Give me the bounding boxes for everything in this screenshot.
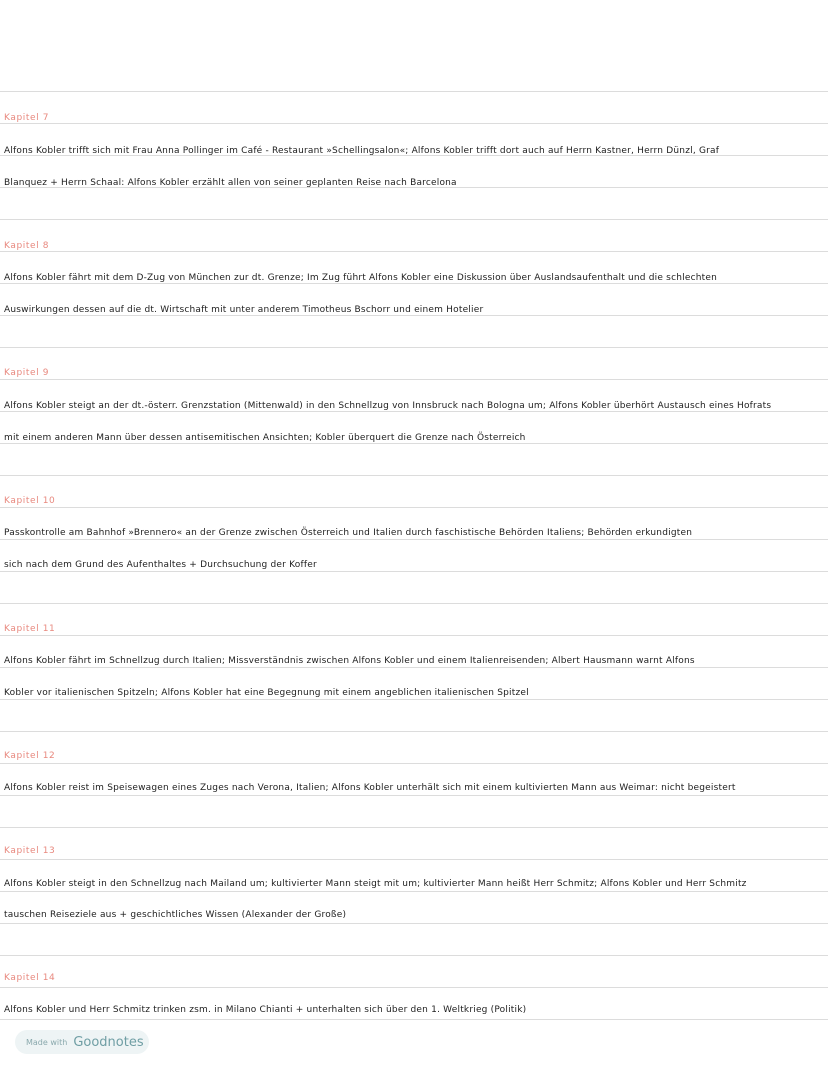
ruled-line (0, 315, 828, 316)
chapter-heading-9: Kapitel 9 (4, 368, 50, 378)
ruled-line (0, 731, 828, 732)
ruled-line (0, 987, 828, 988)
ruled-line (0, 955, 828, 956)
ruled-line (0, 635, 828, 636)
chapter-11-line-2: Kobler vor italienischen Spitzeln; Alfons Kobler hat eine Begegnung mit einem angeblichen italienischen Spitzel (4, 688, 529, 698)
ruled-line (0, 1019, 828, 1020)
chapter-8-line-1: Alfons Kobler fährt mit dem D-Zug von München zur dt. Grenze; Im Zug führt Alfons Kobler eine Diskussion über Auslandsaufenthalt und die schlechten (4, 273, 717, 283)
watermark-made-with: Made with (26, 1037, 68, 1047)
ruled-line (0, 539, 828, 540)
chapter-11-line-1: Alfons Kobler fährt im Schnellzug durch Italien; Missverständnis zwischen Alfons Kobler und einem Italienreisenden; Albert Hausmann warnt Alfons (4, 656, 695, 666)
chapter-8-line-2: Auswirkungen dessen auf die dt. Wirtschaft mit unter anderem Timotheus Bschorr und einem Hotelier (4, 305, 484, 315)
chapter-9-line-1: Alfons Kobler steigt an der dt.-österr. Grenzstation (Mittenwald) in den Schnellzug von Innsbruck nach Bologna um; Alfons Kobler überhört Austausch eines Hofrats (4, 401, 772, 411)
chapter-13-line-1: Alfons Kobler steigt in den Schnellzug nach Mailand um; kultivierter Mann steigt mit um; kultivierter Mann heißt Herr Schmitz; Alfons Kobler und Herr Schmitz (4, 879, 747, 889)
ruled-line (0, 91, 828, 92)
chapter-7-line-2: Blanquez + Herrn Schaal: Alfons Kobler erzählt allen von seiner geplanten Reise nach Barcelona (4, 178, 457, 188)
chapter-heading-12: Kapitel 12 (4, 751, 56, 761)
ruled-line (0, 379, 828, 380)
ruled-line (0, 763, 828, 764)
chapter-heading-7: Kapitel 7 (4, 113, 50, 123)
ruled-line (0, 603, 828, 604)
ruled-line (0, 795, 828, 796)
chapter-7-line-1: Alfons Kobler trifft sich mit Frau Anna Pollinger im Café - Restaurant »Schellingsalon«; Alfons Kobler trifft dort auch auf Herrn Kastner, Herrn Dünzl, Graf (4, 146, 720, 156)
ruled-line (0, 667, 828, 668)
watermark-brand: Goodnotes (73, 1034, 144, 1050)
ruled-line (0, 411, 828, 412)
chapter-heading-8: Kapitel 8 (4, 241, 50, 251)
chapter-12-line-1: Alfons Kobler reist im Speisewagen eines Zuges nach Verona, Italien; Alfons Kobler unterhält sich mit einem kultivierten Mann aus Weimar: nicht begeistert (4, 783, 736, 793)
ruled-line (0, 923, 828, 924)
chapter-heading-10: Kapitel 10 (4, 496, 56, 506)
chapter-heading-14: Kapitel 14 (4, 973, 56, 983)
goodnotes-watermark (15, 1030, 149, 1054)
chapter-10-line-1: Passkontrolle am Bahnhof »Brennero« an der Grenze zwischen Österreich und Italien durch faschistische Behörden Italiens; Behörden erkundigten (4, 528, 693, 538)
chapter-9-line-2: mit einem anderen Mann über dessen antisemitischen Ansichten; Kobler überquert die Grenze nach Österreich (4, 433, 526, 443)
ruled-line (0, 283, 828, 284)
chapter-heading-11: Kapitel 11 (4, 624, 56, 634)
ruled-line (0, 699, 828, 700)
ruled-line (0, 123, 828, 124)
ruled-line (0, 251, 828, 252)
ruled-line (0, 219, 828, 220)
chapter-13-line-2: tauschen Reiseziele aus + geschichtliches Wissen (Alexander der Große) (4, 910, 347, 920)
chapter-10-line-2: sich nach dem Grund des Aufenthaltes + Durchsuchung der Koffer (4, 560, 317, 570)
ruled-line (0, 891, 828, 892)
ruled-line (0, 475, 828, 476)
chapter-14-line-1: Alfons Kobler und Herr Schmitz trinken zsm. in Milano Chianti + unterhalten sich über den 1. Weltkrieg (Politik) (4, 1005, 527, 1015)
ruled-line (0, 347, 828, 348)
ruled-line (0, 571, 828, 572)
ruled-line (0, 443, 828, 444)
ruled-line (0, 859, 828, 860)
ruled-line (0, 827, 828, 828)
ruled-line (0, 507, 828, 508)
chapter-heading-13: Kapitel 13 (4, 846, 56, 856)
